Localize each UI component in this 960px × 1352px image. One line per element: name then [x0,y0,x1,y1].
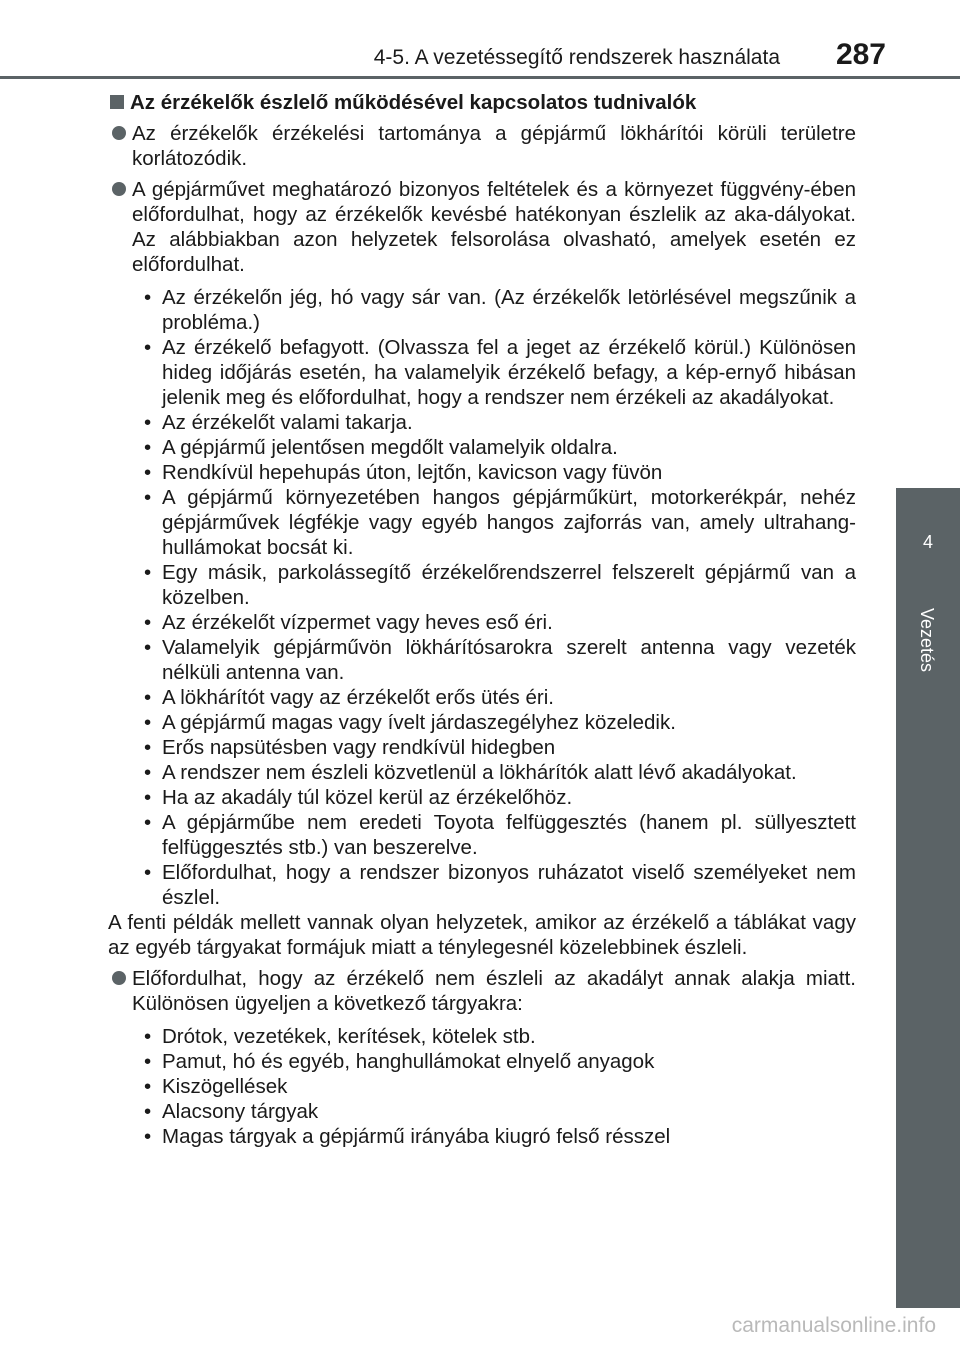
main-content [108,90,856,1149]
list-item: • Kiszögellések [140,1074,856,1099]
bullet-list-situations [108,285,856,910]
square-bullet-icon [110,95,124,109]
circle-bullet-icon [112,182,126,196]
circle-item-1 [108,121,856,171]
circle-item-2 [108,177,856,277]
list-item: • Drótok, vezetékek, kerítések, kötelek stb. [140,1024,856,1049]
chapter-tab [896,488,960,588]
bullet-list-objects [108,1024,856,1149]
page-header [0,0,960,80]
list-item: • Egy másik, parkolássegítő érzékelőrendszerrel felszerelt gépjármű van a közelben. [140,560,856,610]
circle-item-text: Az érzékelők érzékelési tartománya a gépjármű lökhárítói körüli területre korlátozódik. [132,122,856,170]
page-number: 287 [835,38,886,71]
list-item: • Valamelyik gépjárművön lökhárítósarokra szerelt antenna vagy vezeték nélküli antenna van. [140,635,856,685]
circle-item-text: A gépjárművet meghatározó bizonyos feltételek és a környezet függvény-ében előfordulhat, hogy az érzékelők kevésbé hatékonyan észlelik az aka-dályokat. Az alábbiakban azon helyzetek felsorolása olvasható, amelyek esetén ez előfordulhat. [132,178,856,276]
list-item: • Az érzékelőt valami takarja. [140,410,856,435]
list-item: • A lökhárítót vagy az érzékelőt erős ütés éri. [140,685,856,710]
list-item: • A gépjármű jelentősen megdőlt valamelyik oldalra. [140,435,856,460]
header-title: 4-5. A vezetéssegítő rendszerek használata [373,46,780,69]
list-item: • Pamut, hó és egyéb, hanghullámokat elnyelő anyagok [140,1049,856,1074]
list-item: • Előfordulhat, hogy a rendszer bizonyos ruházatot viselő személyeket nem észlel. [140,860,856,910]
list-item: • Ha az akadály túl közel kerül az érzékelőhöz. [140,785,856,810]
chapter-number: 4 [922,532,933,552]
list-item: • Erős napsütésben vagy rendkívül hidegben [140,735,856,760]
list-item: • A gépjármű környezetében hangos gépjárműkürt, motorkerékpár, nehéz gépjárművek légfékje vagy egyéb hangos zajforrás van, amely ultrahang-hullámokat bocsát ki. [140,485,856,560]
list-item: • A gépjárműbe nem eredeti Toyota felfüggesztés (hanem pl. süllyesztett felfüggesztés stb.) van beszerelve. [140,810,856,860]
section-title: Az érzékelők észlelő működésével kapcsolatos tudnivalók [130,91,697,114]
circle-item-text: Előfordulhat, hogy az érzékelő nem észleli az akadályt annak alakja miatt. Különösen ügyeljen a következő tárgyakra: [132,967,856,1015]
list-item: • Rendkívül hepehupás úton, lejtőn, kavicson vagy füvön [140,460,856,485]
circle-item-3 [108,966,856,1016]
header-rule [0,76,960,79]
list-item: • Az érzékelőn jég, hó vagy sár van. (Az érzékelők letörlésével megszűnik a probléma.) [140,285,856,335]
circle-bullet-icon [112,971,126,985]
list-item: • A rendszer nem észleli közvetlenül a lökhárítók alatt lévő akadályokat. [140,760,856,785]
list-item: • Alacsony tárgyak [140,1099,856,1124]
list-item: • Magas tárgyak a gépjármű irányába kiugró felső résszel [140,1124,856,1149]
list-item: • A gépjármű magas vagy ívelt járdaszegélyhez közeledik. [140,710,856,735]
chapter-title: Vezetés [917,608,937,673]
section-heading [108,90,856,115]
footer-watermark: carmanualsonline.info [731,1314,936,1337]
list-item: • Az érzékelőt vízpermet vagy heves eső éri. [140,610,856,635]
chapter-label [896,588,960,1308]
circle-bullet-icon [112,126,126,140]
paragraph: A fenti példák mellett vannak olyan helyzetek, amikor az érzékelő a táblákat vagy az egyéb tárgyakat formájuk miatt a ténylegesnél közelebbinek észleli. [108,911,856,959]
list-item: • Az érzékelő befagyott. (Olvassza fel a jeget az érzékelő körül.) Különösen hideg időjárás esetén, ha valamelyik érzékelő befagy, a kép-ernyő hibásan jelenik meg és előfordulhat, hogy a rendszer nem érzékeli az akadályokat. [140,335,856,410]
